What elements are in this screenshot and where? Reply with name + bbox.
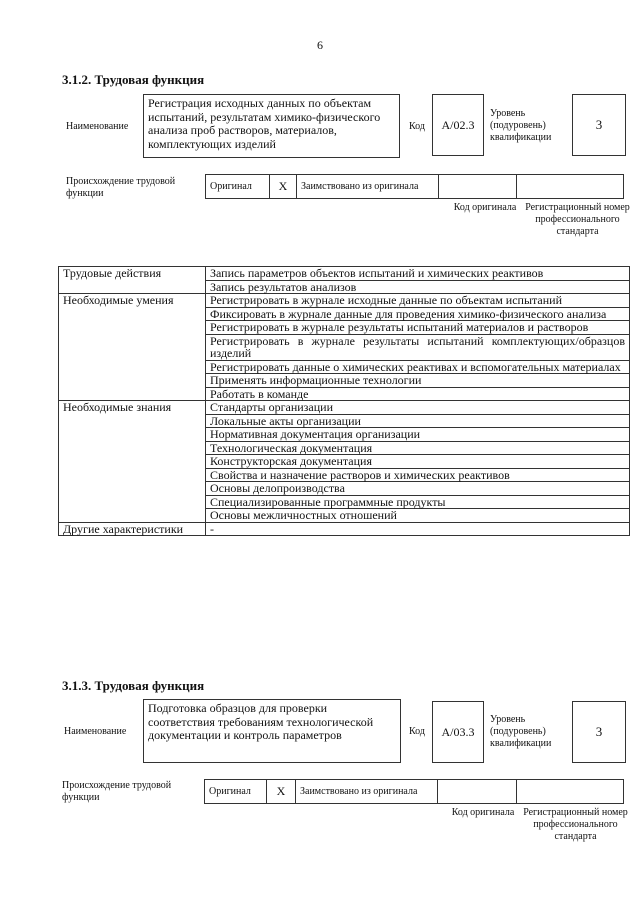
name-label: Наименование bbox=[66, 121, 129, 132]
reg-number-caption: Регистрационный номер профессионального стандарта bbox=[523, 807, 628, 842]
table-cell: Работать в команде bbox=[206, 387, 630, 401]
table-cell: Локальные акты организации bbox=[206, 414, 630, 428]
origin-label: Происхождение трудовой функции bbox=[66, 176, 176, 199]
table-cell: Основы межличностных отношений bbox=[206, 509, 630, 523]
category-cell: Необходимые знания bbox=[59, 401, 206, 523]
table-cell: Регистрировать в журнале исходные данные по объектам испытаний bbox=[206, 294, 630, 308]
table-cell: Основы делопроизводства bbox=[206, 482, 630, 496]
code-field: А/02.3 bbox=[432, 94, 484, 156]
table-cell: Нормативная документация организации bbox=[206, 428, 630, 442]
category-cell: Трудовые действия bbox=[59, 267, 206, 294]
table-cell: Регистрировать в журнале результаты испытаний материалов и растворов bbox=[206, 321, 630, 335]
table-cell: Технологическая документация bbox=[206, 441, 630, 455]
code-label: Код bbox=[409, 121, 425, 132]
borrowed-label: Заимствовано из оригинала bbox=[296, 174, 439, 199]
original-mark: X bbox=[266, 779, 296, 804]
table-row bbox=[59, 401, 630, 415]
code-original-cell bbox=[438, 174, 517, 199]
function-table bbox=[58, 266, 630, 536]
category-cell: Необходимые умения bbox=[59, 294, 206, 401]
table-cell: Свойства и назначение растворов и химических реактивов bbox=[206, 468, 630, 482]
section-title: 3.1.3. Трудовая функция bbox=[62, 678, 205, 693]
reg-number-cell bbox=[516, 779, 624, 804]
level-label: Уровень (подуровень) квалификации bbox=[490, 108, 552, 143]
table-cell: Регистрировать данные о химических реактивах и вспомогательных материалах bbox=[206, 360, 630, 374]
section-title: 3.1.2. Трудовая функция bbox=[62, 72, 205, 87]
table-cell: Запись результатов анализов bbox=[206, 280, 630, 294]
level-field: 3 bbox=[572, 94, 626, 156]
name-label: Наименование bbox=[64, 726, 127, 737]
origin-row bbox=[205, 174, 623, 199]
original-label: Оригинал bbox=[204, 779, 267, 804]
original-label: Оригинал bbox=[205, 174, 270, 199]
table-cell: Регистрировать в журнале результаты испытаний комплектующих/образцов изделий bbox=[206, 334, 630, 360]
table-cell: Специализированные программные продукты bbox=[206, 495, 630, 509]
table-row bbox=[59, 294, 630, 308]
reg-number-caption: Регистрационный номер профессионального стандарта bbox=[525, 202, 630, 237]
level-label: Уровень (подуровень) квалификации bbox=[490, 714, 552, 749]
table-row bbox=[59, 522, 630, 536]
table-cell: Применять информационные технологии bbox=[206, 374, 630, 388]
page-number: 6 bbox=[317, 38, 323, 52]
table-cell: Конструкторская документация bbox=[206, 455, 630, 469]
table-cell: Запись параметров объектов испытаний и химических реактивов bbox=[206, 267, 630, 281]
origin-label: Происхождение трудовой функции bbox=[62, 780, 172, 803]
category-cell: Другие характеристики bbox=[59, 522, 206, 536]
reg-number-cell bbox=[516, 174, 624, 199]
code-original-caption: Код оригинала bbox=[453, 202, 517, 213]
borrowed-label: Заимствовано из оригинала bbox=[295, 779, 438, 804]
code-field: А/03.3 bbox=[432, 701, 484, 763]
origin-row bbox=[204, 779, 623, 804]
function-name-field: Регистрация исходных данных по объектам испытаний, результатам химико-физического анализа проб растворов, материалов, комплектующих изделий bbox=[143, 94, 400, 158]
code-original-cell bbox=[437, 779, 517, 804]
table-cell: Фиксировать в журнале данные для проведения химико-физического анализа bbox=[206, 307, 630, 321]
function-name-field: Подготовка образцов для проверки соответствия требованиям технологической документации и контроль параметров bbox=[143, 699, 401, 763]
table-cell: - bbox=[206, 522, 630, 536]
level-field: 3 bbox=[572, 701, 626, 763]
original-mark: X bbox=[269, 174, 297, 199]
table-row bbox=[59, 267, 630, 281]
code-label: Код bbox=[409, 726, 425, 737]
table-cell: Стандарты организации bbox=[206, 401, 630, 415]
code-original-caption: Код оригинала bbox=[451, 807, 515, 818]
